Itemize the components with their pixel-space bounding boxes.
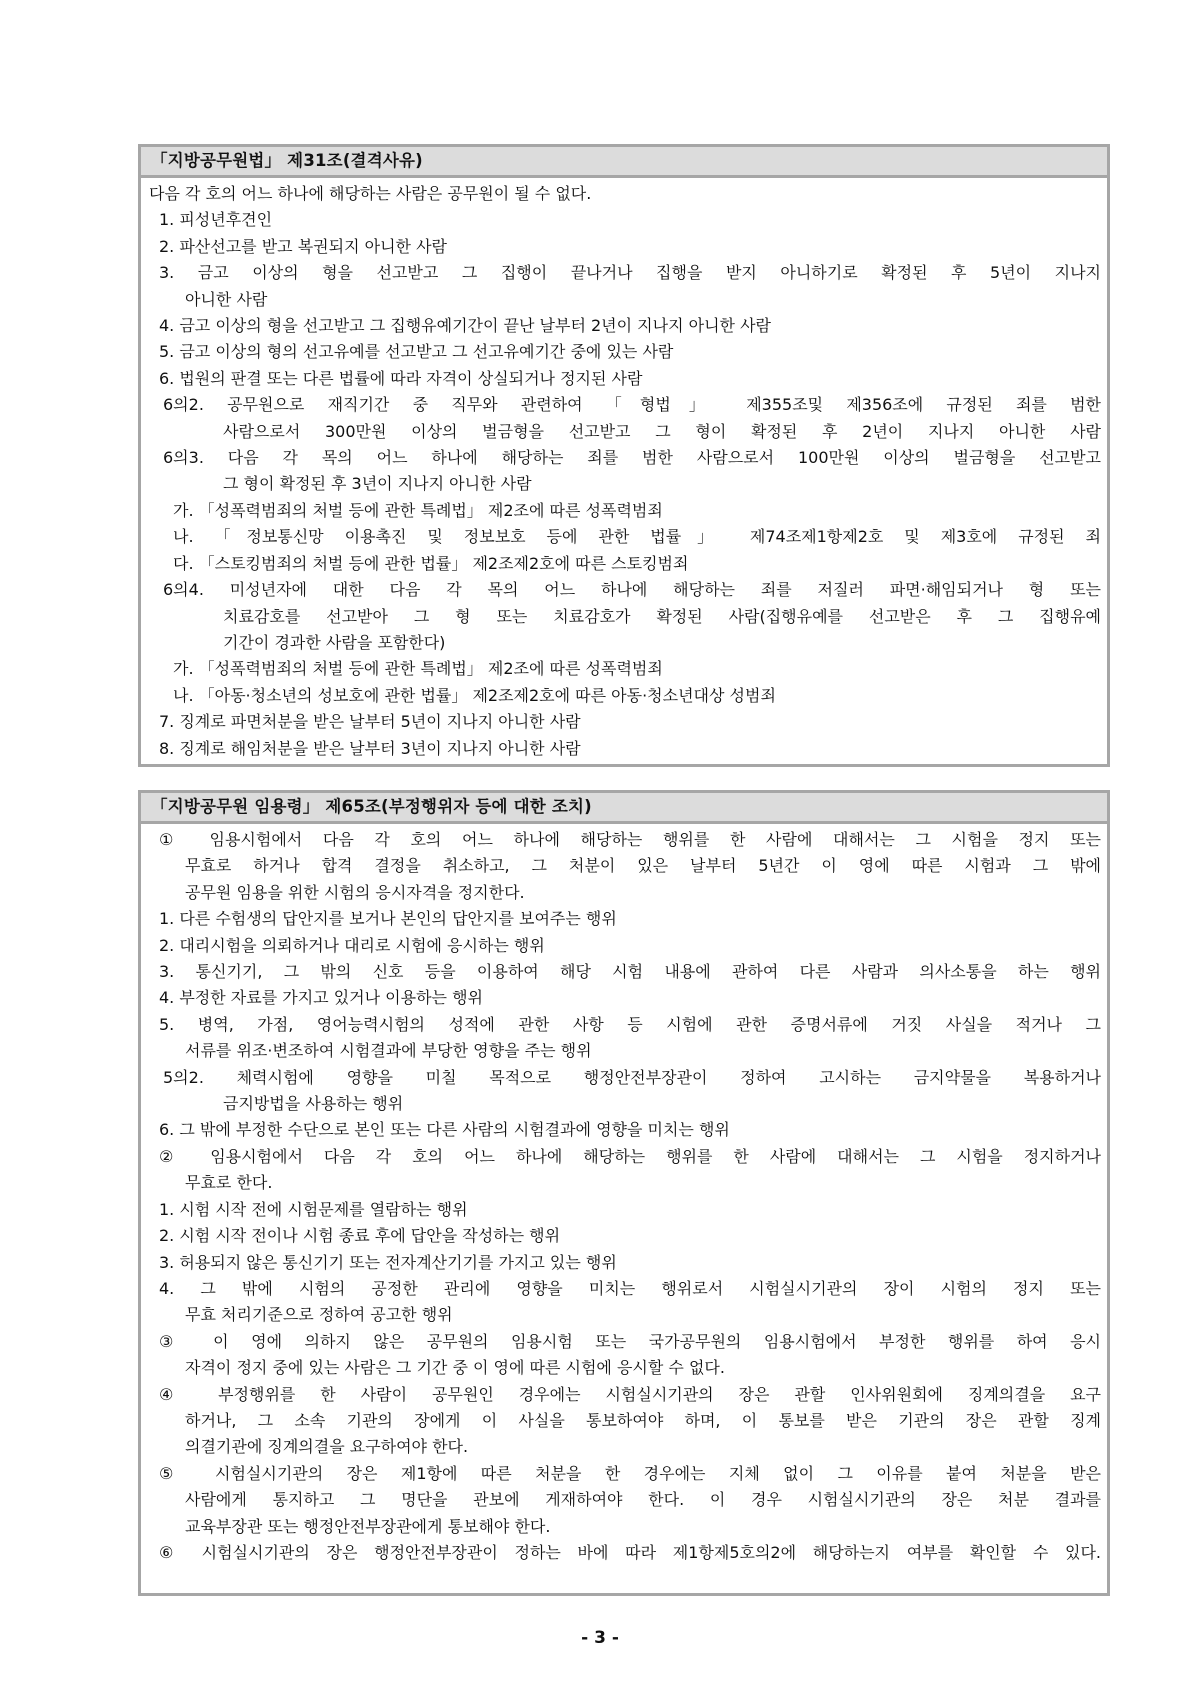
law-text-line: 4. 부정한 자료를 가지고 있거나 이용하는 행위 [159,988,483,1008]
law-text-line: 하거나, 그 소속 기관의 장에게 이 사실을 통보하여야 하며, 이 통보를 받은 기관의 장은 관할 징계 [185,1410,1101,1430]
law-text-line: 그 형이 확정된 후 3년이 지나지 아니한 사람 [223,474,532,494]
law-text-line: 5의2. 체력시험에 영향을 미칠 목적으로 행정안전부장관이 정하여 고시하는 금지약물을 복용하거나 [163,1067,1101,1087]
law-text-line: 가. 「성폭력범죄의 처벌 등에 관한 특례법」 제2조에 따른 성폭력범죄 [173,500,663,520]
law-text-line: 4. 그 밖에 시험의 공정한 관리에 영향을 미치는 행위로서 시험실시기관의 장이 시험의 정지 또는 [159,1278,1101,1298]
law-text-line: 5. 병역, 가점, 영어능력시험의 성적에 관한 사항 등 시험에 관한 증명서류에 거짓 사실을 적거나 그 [159,1014,1101,1034]
law-text-line: 6. 법원의 판결 또는 다른 법률에 따라 자격이 상실되거나 정지된 사람 [159,368,643,388]
law-text-line: 6의3. 다음 각 목의 어느 하나에 해당하는 죄를 범한 사람으로서 100만원 이상의 벌금형을 선고받고 [163,448,1101,468]
law-text-line: ⑥ 시험실시기관의 장은 행정안전부장관이 정하는 바에 따라 제1항제5호의2에 해당하는지 여부를 확인할 수 있다. [159,1542,1101,1562]
law-text-line: 2. 시험 시작 전이나 시험 종료 후에 답안을 작성하는 행위 [159,1226,561,1246]
law-text-line: 3. 허용되지 않은 통신기기 또는 전자계산기기를 가지고 있는 행위 [159,1252,617,1272]
law-text-line: ① 임용시험에서 다음 각 호의 어느 하나에 해당하는 행위를 한 사람에 대해서는 그 시험을 정지 또는 [159,830,1101,849]
law-text-line: ③ 이 영에 의하지 않은 공무원의 임용시험 또는 국가공무원의 임용시험에서 부정한 행위를 하여 응시 [159,1331,1101,1351]
page-number: - 3 - [581,1628,619,1648]
law-text-line: 2. 파산선고를 받고 복권되지 아니한 사람 [159,236,447,256]
law-box-title: 「지방공무원법」 제31조(결격사유) [141,147,1107,178]
law-text-line: 의결기관에 징계의결을 요구하여야 한다. [185,1437,469,1457]
law-text-line: 다. 「스토킹범죄의 처벌 등에 관한 법률」 제2조제2호에 따른 스토킹범죄 [173,553,689,573]
law-box-body [141,178,1107,764]
law-text-line: 나. 「아동·청소년의 성보호에 관한 법률」 제2조제2호에 따른 아동·청소년대상 성범죄 [173,685,776,705]
law-text-line: 1. 다른 수험생의 답안지를 보거나 본인의 답안지를 보여주는 행위 [159,909,617,929]
law-text-line: 가. 「성폭력범죄의 처벌 등에 관한 특례법」 제2조에 따른 성폭력범죄 [173,659,663,679]
law-text-line: 금지방법을 사용하는 행위 [223,1094,404,1114]
law-text-line: 5. 금고 이상의 형의 선고유예를 선고받고 그 선고유예기간 중에 있는 사람 [159,342,674,362]
law-text-line: 3. 금고 이상의 형을 선고받고 그 집행이 끝나거나 집행을 받지 아니하기로 확정된 후 5년이 지나지 [159,263,1101,283]
law-text-line: 2. 대리시험을 의뢰하거나 대리로 시험에 응시하는 행위 [159,935,545,955]
law-text-line: 7. 징계로 파면처분을 받은 날부터 5년이 지나지 아니한 사람 [159,712,581,732]
law-text-line: 6의4. 미성년자에 대한 다음 각 목의 어느 하나에 해당하는 죄를 저질러 파면·해임되거나 형 또는 [163,580,1101,600]
law-text-line: 4. 금고 이상의 형을 선고받고 그 집행유예기간이 끝난 날부터 2년이 지나지 아니한 사람 [159,316,771,336]
law-box-article-65 [138,790,1110,1596]
law-text-line: 아니한 사람 [185,289,268,309]
law-text-line: 무효로 하거나 합격 결정을 취소하고, 그 처분이 있은 날부터 5년간 이 영에 따른 시험과 그 밖에 [185,856,1101,876]
law-text-line: 1. 시험 시작 전에 시험문제를 열람하는 행위 [159,1199,468,1219]
law-text-line: ② 임용시험에서 다음 각 호의 어느 하나에 해당하는 행위를 한 사람에 대해서는 그 시험을 정지하거나 [159,1146,1101,1166]
law-text-line: 8. 징계로 해임처분을 받은 날부터 3년이 지나지 아니한 사람 [159,738,581,758]
law-text-line: 다음 각 호의 어느 하나에 해당하는 사람은 공무원이 될 수 없다. [149,184,592,203]
law-text-line: 서류를 위조·변조하여 시험결과에 부당한 영향을 주는 행위 [185,1041,592,1061]
law-text-line: 자격이 정지 중에 있는 사람은 그 기간 중 이 영에 따른 시험에 응시할 수 없다. [185,1358,725,1378]
law-text-line: 나. 「정보통신망 이용촉진 및 정보보호 등에 관한 법률」 제74조제1항제2호 및 제3호에 규정된 죄 [173,527,1101,547]
law-text-line: 사람에게 통지하고 그 명단을 관보에 게재하여야 한다. 이 경우 시험실시기관의 장은 처분 결과를 [185,1490,1101,1510]
law-text-line: ⑤ 시험실시기관의 장은 제1항에 따른 처분을 한 경우에는 지체 없이 그 이유를 붙여 처분을 받은 [159,1463,1101,1483]
law-box-body [141,824,1107,1568]
law-text-line: 공무원 임용을 위한 시험의 응시자격을 정지한다. [185,882,525,902]
law-text-line: 무효로 한다. [185,1173,273,1193]
law-box-article-31 [138,144,1110,767]
law-text-line: ④ 부정행위를 한 사람이 공무원인 경우에는 시험실시기관의 장은 관할 인사위원회에 징계의결을 요구 [159,1384,1101,1404]
law-text-line: 교육부장관 또는 행정안전부장관에게 통보해야 한다. [185,1516,551,1536]
law-text-line: 3. 통신기기, 그 밖의 신호 등을 이용하여 해당 시험 내용에 관하여 다른 사람과 의사소통을 하는 행위 [159,962,1101,982]
law-text-line: 무효 처리기준으로 정하여 공고한 행위 [185,1305,453,1325]
law-text-line: 6. 그 밖에 부정한 수단으로 본인 또는 다른 사람의 시험결과에 영향을 미치는 행위 [159,1120,730,1140]
law-text-line: 기간이 경과한 사람을 포함한다) [223,632,446,652]
law-text-line: 치료감호를 선고받아 그 형 또는 치료감호가 확정된 사람(집행유예를 선고받은 후 그 집행유예 [223,606,1101,626]
law-box-title: 「지방공무원 임용령」 제65조(부정행위자 등에 대한 조치) [141,793,1107,824]
law-text-line: 사람으로서 300만원 이상의 벌금형을 선고받고 그 형이 확정된 후 2년이 지나지 아니한 사람 [223,421,1101,441]
law-text-line: 6의2. 공무원으로 재직기간 중 직무와 관련하여 「형법」 제355조및 제356조에 규정된 죄를 범한 [163,395,1101,415]
law-text-line: 1. 피성년후견인 [159,210,273,230]
